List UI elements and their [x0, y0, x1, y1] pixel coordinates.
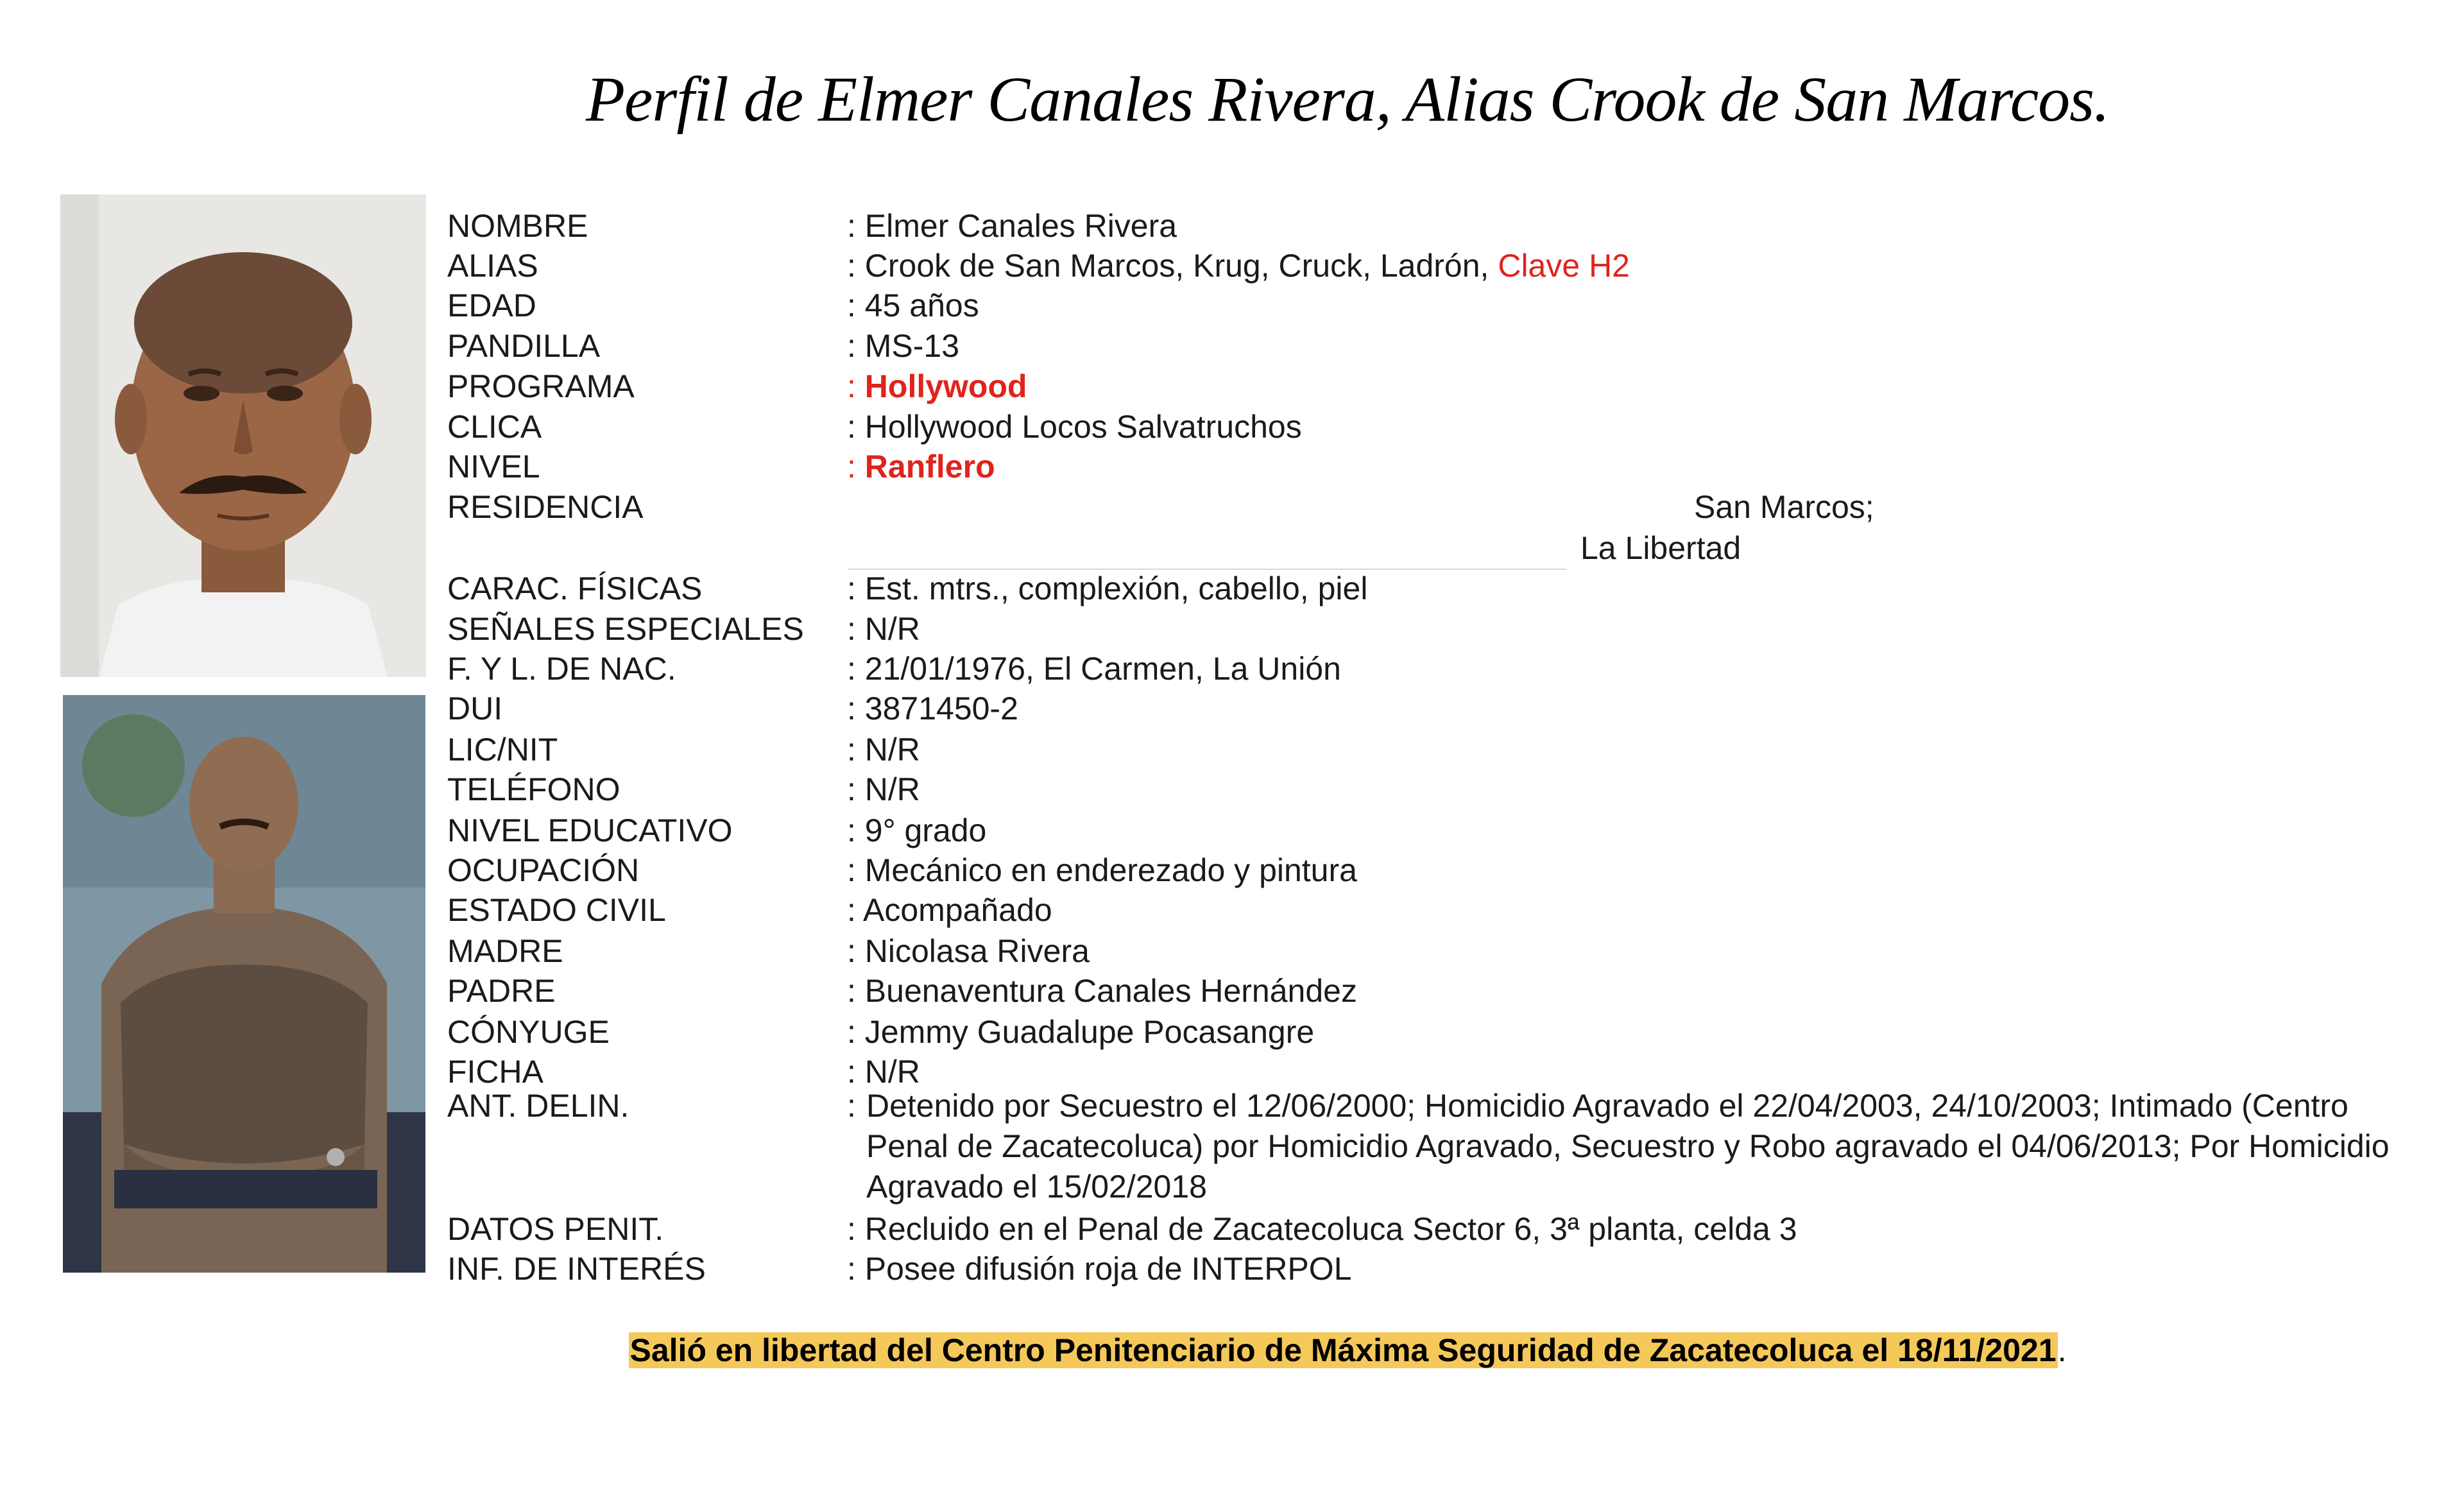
ant-colon: :: [847, 1088, 856, 1124]
field-label-clica: CLICA: [447, 409, 542, 445]
field-value-padre: : Buenaventura Canales Hernández: [847, 973, 1357, 1009]
field-label-padre: PADRE: [447, 973, 556, 1009]
field-label-conyuge: CÓNYUGE: [447, 1014, 610, 1050]
field-value-programa: [847, 366, 1027, 406]
field-label-carac: CARAC. FÍSICAS: [447, 571, 703, 606]
tattooed-body-photo: [63, 695, 425, 1273]
field-value-clica: : Hollywood Locos Salvatruchos: [847, 409, 1302, 445]
field-label-dui: DUI: [447, 691, 503, 726]
field-label-educativo: NIVEL EDUCATIVO: [447, 812, 733, 848]
field-value-nacimiento: : 21/01/1976, El Carmen, La Unión: [847, 651, 1341, 687]
field-label-civil: ESTADO CIVIL: [447, 892, 666, 928]
field-value-nombre: : Elmer Canales Rivera: [847, 208, 1177, 244]
programa-value: Hollywood: [864, 368, 1027, 404]
field-value-conyuge: : Jemmy Guadalupe Pocasangre: [847, 1014, 1315, 1050]
field-value-civil: : Acompañado: [847, 892, 1052, 928]
field-label-ocupacion: OCUPACIÓN: [447, 852, 640, 888]
field-label-senales: SEÑALES ESPECIALES: [447, 611, 804, 647]
field-label-interes: INF. DE INTERÉS: [447, 1251, 706, 1287]
field-value-licnit: : N/R: [847, 732, 920, 768]
residencia-line2: La Libertad: [1580, 530, 1741, 566]
field-value-ant: [847, 1086, 2438, 1207]
programa-prefix: :: [847, 368, 865, 404]
field-label-nombre: NOMBRE: [447, 208, 588, 244]
field-label-nivel: NIVEL: [447, 449, 540, 485]
field-value-educativo: : 9° grado: [847, 812, 987, 848]
field-value-pandilla: : MS-13: [847, 328, 960, 364]
field-label-licnit: LIC/NIT: [447, 732, 558, 768]
page-title: Perfil de Elmer Canales Rivera, Alias Crook de San Marcos.: [585, 64, 2110, 135]
field-value-interes: : Posee difusión roja de INTERPOL: [847, 1251, 1352, 1287]
field-label-edad: EDAD: [447, 288, 536, 323]
ant-text: Detenido por Secuestro el 12/06/2000; Homicidio Agravado el 22/04/2003, 24/10/2003; Intimado (Centro Penal de Zacatecoluca) por Homicidio Agravado, Secuestro y Robo agravado el 04/06/2013; Por Homicidio Agravado el 15/02/2018: [866, 1088, 2390, 1205]
field-value-carac: : Est. mtrs., complexión, cabello, piel: [847, 571, 1368, 606]
field-label-ficha: FICHA: [447, 1054, 543, 1090]
field-value-penit: : Recluido en el Penal de Zacatecoluca Sector 6, 3ª planta, celda 3: [847, 1211, 1797, 1247]
nivel-value: Ranflero: [864, 449, 995, 485]
field-label-alias: ALIAS: [447, 248, 538, 284]
field-label-madre: MADRE: [447, 933, 563, 969]
field-value-dui: : 3871450-2: [847, 691, 1018, 726]
field-value-madre: : Nicolasa Rivera: [847, 933, 1090, 969]
release-note: [0, 1330, 2464, 1370]
nivel-prefix: :: [847, 449, 865, 485]
portrait-photo: [60, 194, 426, 677]
field-value-telefono: : N/R: [847, 771, 920, 807]
release-note-text: Salió en libertad del Centro Penitenciario de Máxima Seguridad de Zacatecoluca el 18/11/2021: [629, 1332, 2057, 1368]
residencia-line1: San Marcos;: [1694, 489, 1874, 525]
field-value-edad: : 45 años: [847, 288, 979, 323]
field-value-ficha: : N/R: [847, 1054, 920, 1090]
field-label-telefono: TELÉFONO: [447, 771, 620, 807]
field-label-ant: ANT. DELIN.: [447, 1088, 629, 1124]
field-value-alias: [847, 246, 1630, 286]
alias-clave: Clave H2: [1498, 248, 1630, 284]
alias-text: : Crook de San Marcos, Krug, Cruck, Ladrón,: [847, 248, 1498, 284]
field-label-residencia: RESIDENCIA: [447, 489, 644, 525]
field-label-penit: DATOS PENIT.: [447, 1211, 664, 1247]
field-value-senales: : N/R: [847, 611, 920, 647]
field-label-pandilla: PANDILLA: [447, 328, 601, 364]
field-value-ocupacion: : Mecánico en enderezado y pintura: [847, 852, 1357, 888]
field-value-nivel: [847, 447, 995, 486]
field-label-programa: PROGRAMA: [447, 368, 635, 404]
release-note-end: .: [2057, 1332, 2067, 1368]
field-label-nacimiento: F. Y L. DE NAC.: [447, 651, 676, 687]
